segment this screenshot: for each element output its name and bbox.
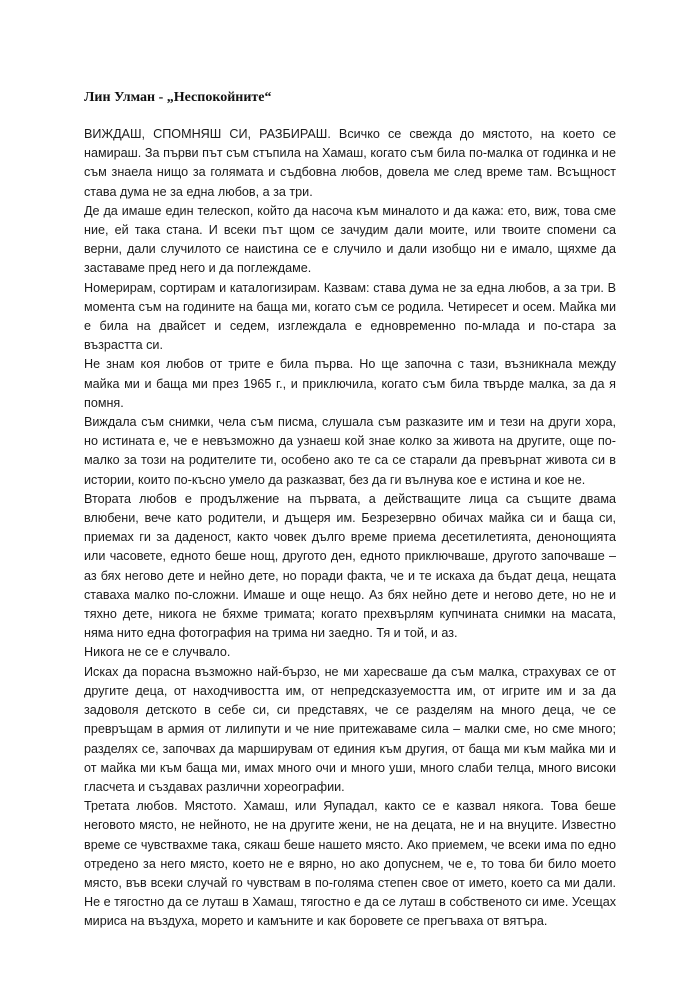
- paragraph: ВИЖДАШ, СПОМНЯШ СИ, РАЗБИРАШ. Всичко се свежда до мястото, на което се намираш. За първи път съм стъпила на Хамаш, когато съм била по-малка от годинка и не съм знаела нищо за голямата и съдбовна любов, довела ме след време там. Всъщност става дума не за една любов, а за три.: [84, 127, 616, 199]
- document-body: [84, 125, 616, 932]
- paragraph: Втората любов е продължение на първата, а действащите лица са същите двама влюбени, вече като родители, и дъщеря им. Безрезервно обичах майка си и баща си, приемах ги за даденост, както човек дълго време приема десетилетията, денонощията или часовете, едното беше нощ, другото ден, едното приключваше, другото започваше – аз бях негово дете и нейно дете, но поради факта, че и те искаха да бъдат деца, нещата ставаха малко по-сложни. Имаше и още нещо. Аз бях нейно дете и негово дете, но не и тяхно дете, никога не бяхме тримата; когато прехвърлям купчината снимки на масата, няма нито една фотография на трима ни заедно. Тя и той, и аз.: [84, 491, 616, 641]
- paragraph: Исках да порасна възможно най-бързо, не ми харесваше да съм малка, страхувах се от другите деца, от находчивостта им, от непредсказуемостта им, от игрите им и за да задоволя детското в себе си, си представях, че се разделям на много деца, че се превръщам в армия от лилипути и че ние притежаваме сила – малки сме, но сме много; разделях се, започвах да марширувам от единия към другия, от баща ми към майка ми и от майка ми към баща ми, имах много очи и много уши, много слаби телца, много високи гласчета и създавах различни хореографии.: [84, 664, 616, 794]
- paragraph: Никога не се е случвало.: [84, 645, 231, 660]
- paragraph: Виждала съм снимки, чела съм писма, слушала съм разказите им и тези на други хора, но истината е, че е невъзможно да узнаеш кой знае колко за живота на другите, още по-малко за този на родителите ти, особено ако те са се старали да превърнат живота си в истории, които по-късно умело да разказват, без да ги вълнува кое е истина и кое не.: [84, 415, 616, 487]
- paragraph: Не знам коя любов от трите е била първа. Но ще започна с тази, възникнала между майка ми и баща ми през 1965 г., и приключила, когато съм била твърде малка, за да я помня.: [84, 357, 616, 410]
- paragraph: Номерирам, сортирам и каталогизирам. Казвам: става дума не за една любов, а за три. В момента съм на годините на баща ми, когато съм се родила. Четиресет и осем. Майка ми е била на двайсет и седем, изглеждала е едновременно по-млада и по-стара за възрастта си.: [84, 280, 616, 353]
- paragraph: Третата любов. Мястото. Хамаш, или Яупадал, както се е казвал някога. Това беше неговото място, не нейното, не на другите жени, не на децата, не и на внуците. Известно време се чувствахме така, сякаш беше нашето място. Ако приемем, че всеки има по едно отредено за него място, което не е вярно, но ако допуснем, че е, то това би било моето място, във всеки случай го чувствам в по-голяма степен свое от името, което са ми дали. Не е тягостно да се луташ в Хамаш, тягостно е да се луташ в собственото си име. Усещах мириса на въздуха, морето и камъните и как боровете се прегъваха от вятъра.: [84, 799, 616, 929]
- document-title: Лин Улман - „Неспокойните“: [84, 90, 272, 105]
- paragraph: Де да имаше един телескоп, който да насоча към миналото и да кажа: ето, виж, това сме ние, ей така стана. И всеки път щом се зачудим дали моите, или твоите спомени са верни, дали случилото се наистина се е случило и дали изобщо ни е имало, щяхме да заставаме пред него и да поглеждаме.: [84, 203, 616, 276]
